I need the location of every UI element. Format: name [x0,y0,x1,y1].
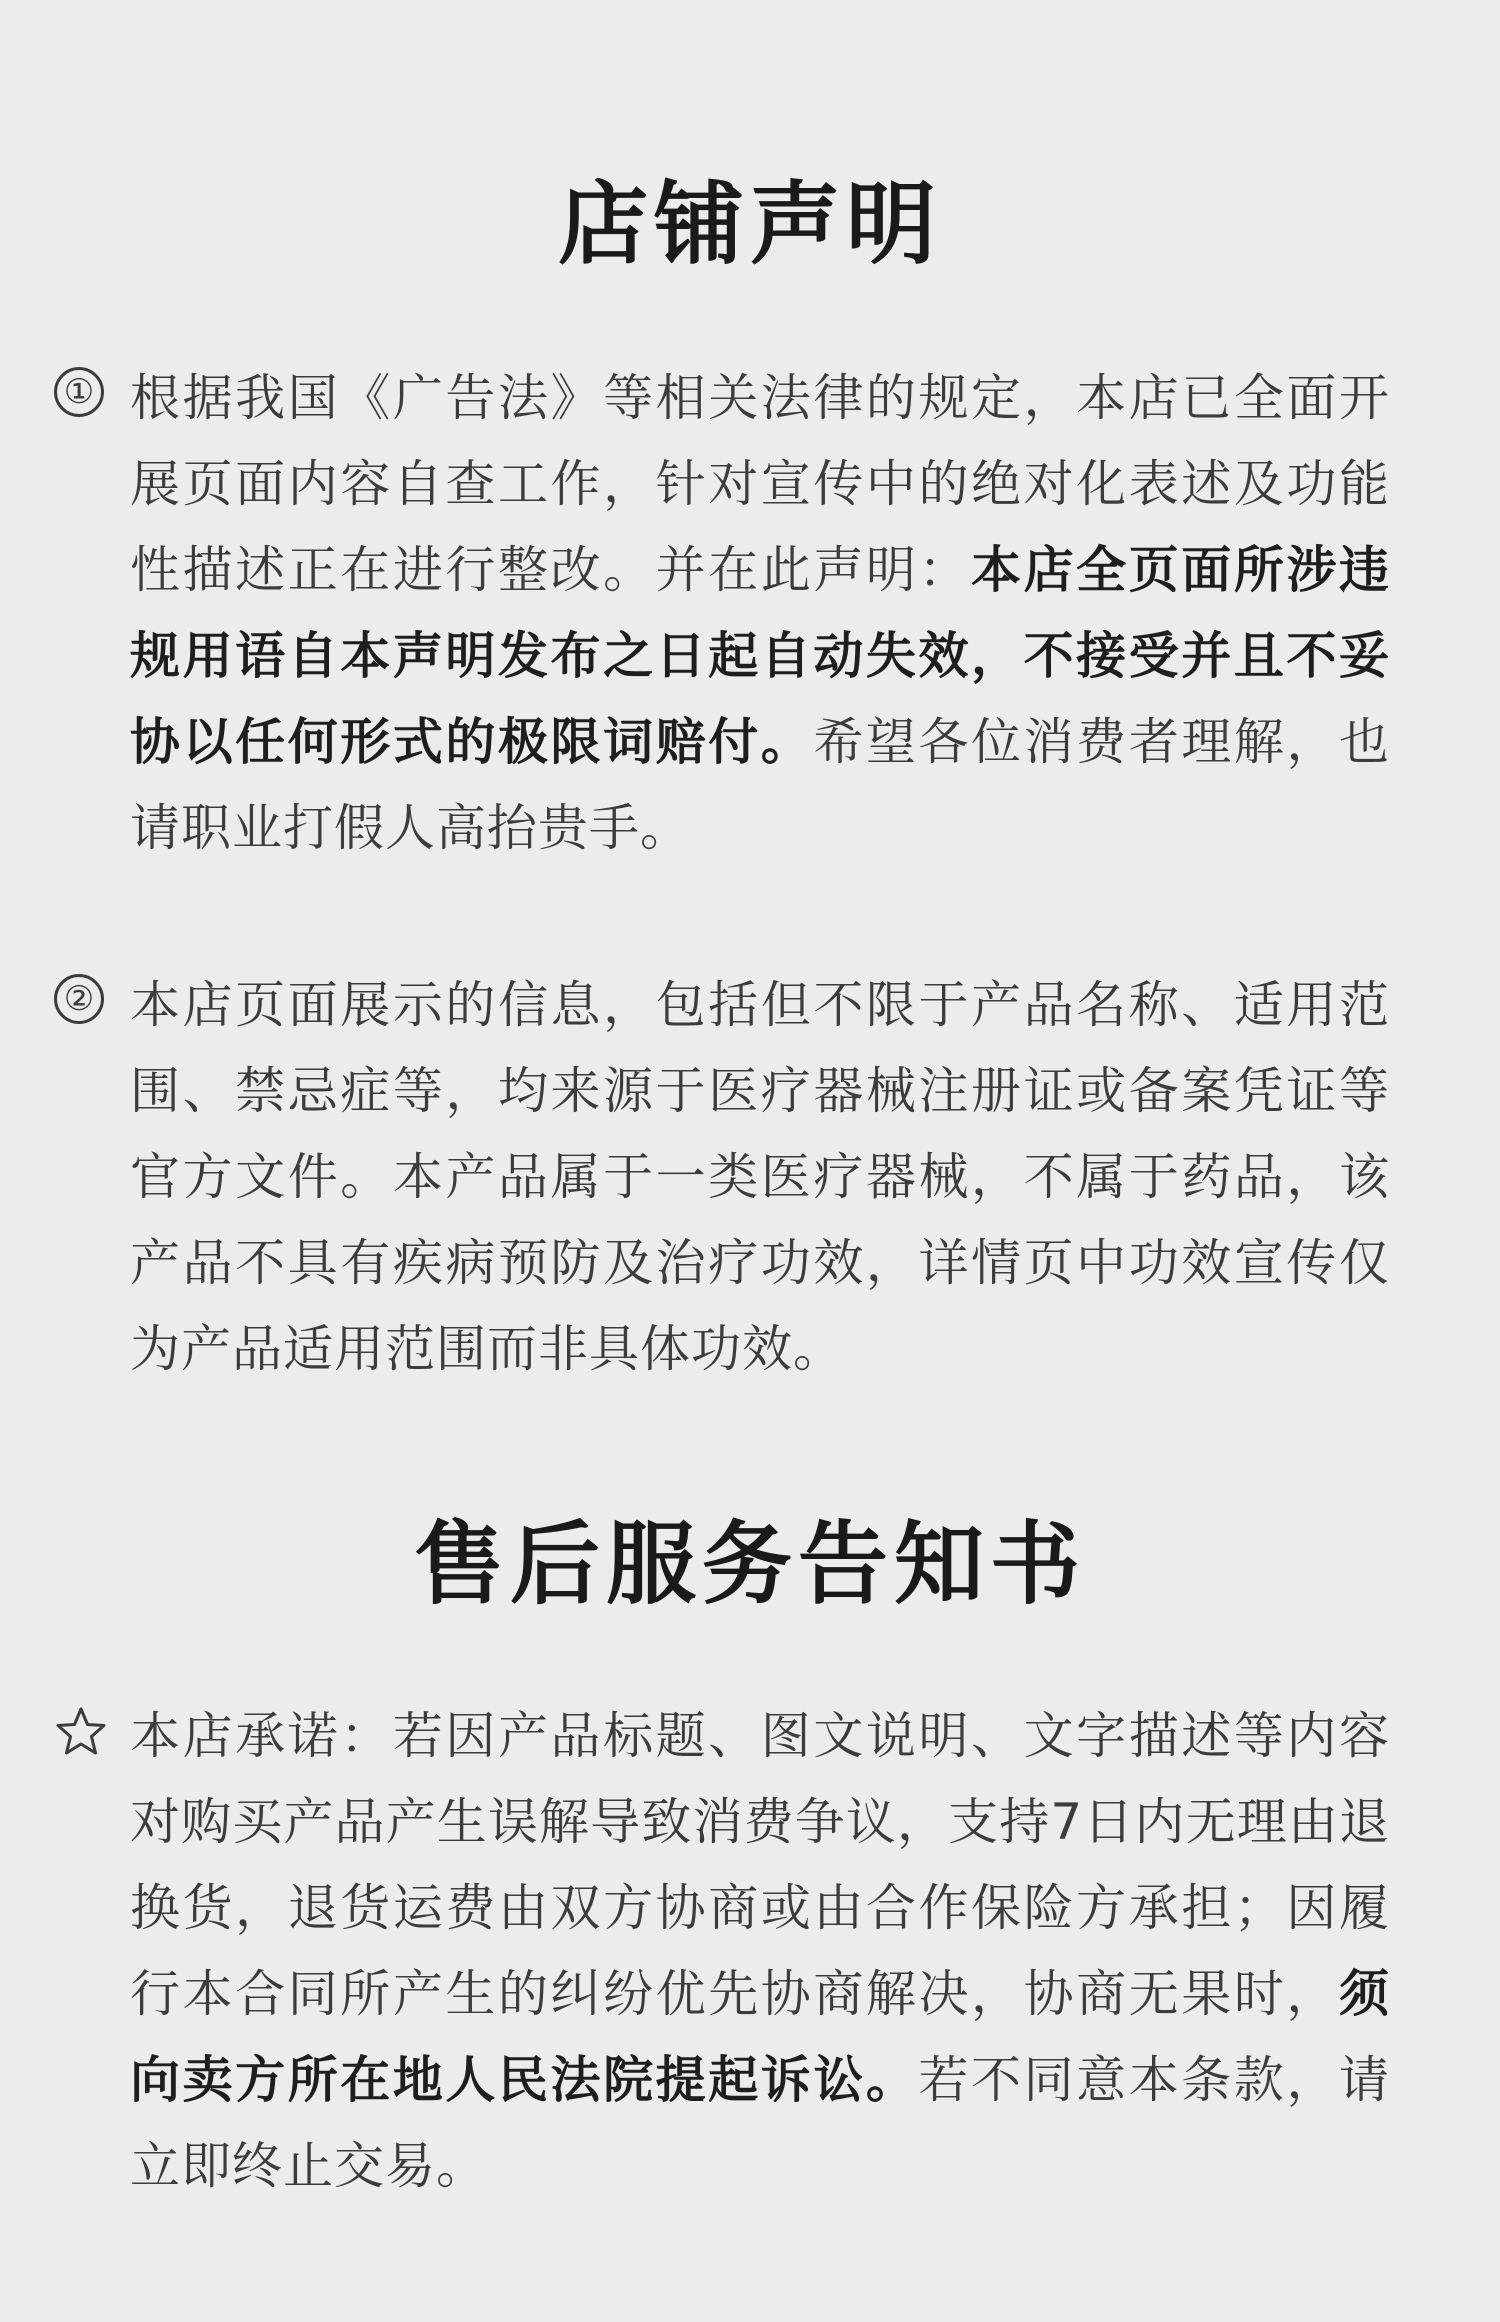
statement-item-2-text: 本店页面展示的信息，包括但不限于产品名称、适用范围、禁忌症等，均来源于医疗器械注册证或备案凭证等官方文件。本产品属于一类医疗器械，不属于药品，该产品不具有疾病预防及治疗功效，详情页中功效宣传仅为产品适用范围而非具体功效。 [130,976,1390,1378]
statement-item-1-text-b: 希望各位消费者理解，也请职业打假人高抬贵手。 [130,713,1391,857]
statement-item-1-text [130,355,1390,871]
statement-item-1 [50,355,1390,871]
statement-item-1-bold-text: 本店全页面所涉违规用语自本声明发布之日起自动失效，不接受并且不妥协以任何形式的极限词赔付。 [130,541,1391,771]
circled-number-2-icon: ② [54,974,108,1028]
after-sales-item-1-text-b: 若不同意本条款，请立即终止交易。 [130,2051,1391,2195]
circled-number-1-icon: ① [54,367,108,421]
store-statement-title: 店铺声明 [558,172,942,277]
after-sales-item-1-bold-text: 须向卖方所在地人民法院提起诉讼。 [130,1965,1390,2109]
after-sales-item-1 [50,1693,1390,2209]
after-sales-item-1-text-a: 本店承诺：若因产品标题、图文说明、文字描述等内容对购买产品产生误解导致消费争议，支持7日内无理由退换货，退货运费由双方协商或由合作保险方承担；因履行本合同所产生的纠纷优先协商解决，协商无果时， [130,1707,1390,2023]
star-icon [54,1705,108,1759]
statement-item-2 [50,962,1390,1392]
statement-item-1-text-a: 根据我国《广告法》等相关法律的规定，本店已全面开展页面内容自查工作，针对宣传中的绝对化表述及功能性描述正在进行整改。并在此声明： [130,369,1390,599]
after-sales-item-1-text [130,1693,1390,2209]
after-sales-notice-title: 售后服务告知书 [414,1512,1086,1617]
